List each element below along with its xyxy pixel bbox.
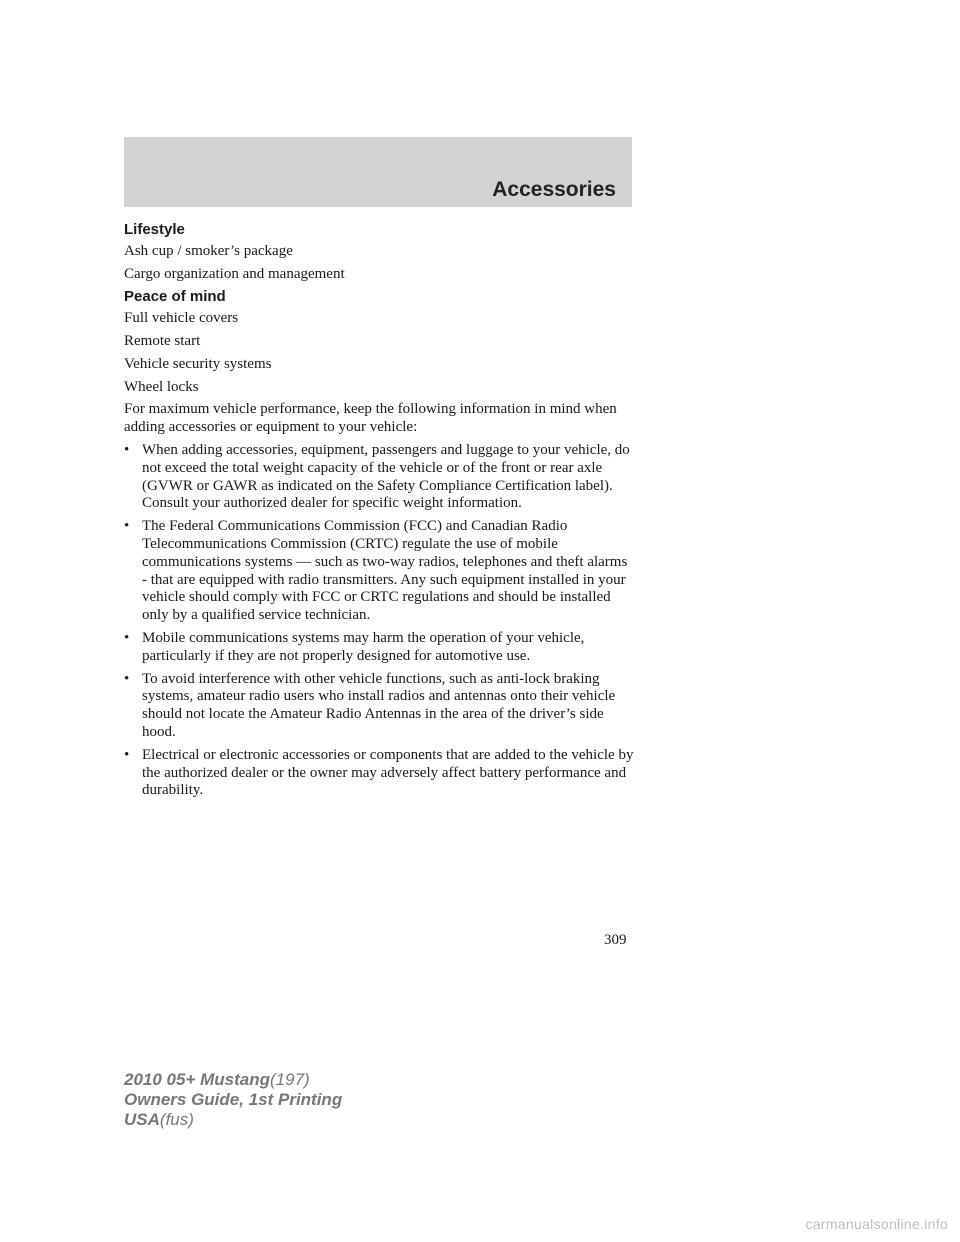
site-watermark: carmanualsonline.info xyxy=(805,1216,948,1232)
footer-model-code: (197) xyxy=(270,1070,310,1089)
list-item-text: When adding accessories, equipment, passengers and luggage to your vehicle, do not exceed the total weight capacity of the vehicle or of the front or rear axle (GVWR or GAWR as indicated on the Safety Compliance Certification label). Consult your authorized dealer for specific weight information. xyxy=(142,441,630,512)
peace-of-mind-heading: Peace of mind xyxy=(124,288,226,306)
list-item-text: Electrical or electronic accessories or components that are added to the vehicle by the authorized dealer or the owner may adversely affect battery performance and durability. xyxy=(142,746,634,799)
accessory-guidelines-list xyxy=(124,442,636,800)
list-item xyxy=(124,630,636,666)
page-number: 309 xyxy=(604,932,627,948)
section-header-band xyxy=(124,137,632,207)
print-footer xyxy=(124,1070,342,1130)
list-item-text: To avoid interference with other vehicle functions, such as anti-lock braking systems, amateur radio users who install radios and antennas onto their vehicle should not locate the Amateur Radio Antennas in the area of the driver’s side hood. xyxy=(142,670,616,740)
footer-market-code: (fus) xyxy=(159,1110,194,1129)
footer-line-model xyxy=(124,1070,342,1090)
peace-of-mind-item: Full vehicle covers xyxy=(124,310,239,327)
footer-model: 2010 05+ Mustang xyxy=(124,1070,270,1089)
list-item-text: Mobile communications systems may harm the operation of your vehicle, particularly if they are not properly designed for automotive use. xyxy=(142,629,585,664)
footer-market: USA xyxy=(124,1110,160,1129)
bullet-icon: • xyxy=(124,441,130,458)
lifestyle-heading: Lifestyle xyxy=(124,221,185,238)
list-item-text: The Federal Communications Commission (FCC) and Canadian Radio Telecommunications Commission (CRTC) regulate the use of mobile communications systems — such as two-way radios, telephones and theft alarms - that are equipped with radio transmitters. Any such equipment installed in your vehicle should comply with FCC or CRTC regulations and should be installed only by a qualified service technician. xyxy=(142,518,628,624)
list-item xyxy=(124,442,636,513)
list-item xyxy=(124,747,636,800)
bullet-icon: • xyxy=(124,629,130,646)
lifestyle-item: Cargo organization and management xyxy=(124,265,345,282)
footer-edition: Owners Guide, 1st Printing xyxy=(124,1090,343,1109)
section-title: Accessories xyxy=(492,178,616,201)
page-content xyxy=(124,221,636,805)
list-item xyxy=(124,518,636,625)
bullet-icon: • xyxy=(124,746,130,763)
peace-of-mind-item: Wheel locks xyxy=(124,378,199,395)
peace-of-mind-item: Remote start xyxy=(124,332,201,349)
bullet-icon: • xyxy=(124,518,130,535)
peace-of-mind-item: Vehicle security systems xyxy=(124,355,272,372)
lifestyle-item: Ash cup / smoker’s package xyxy=(124,242,293,259)
list-item xyxy=(124,671,636,742)
bullet-icon: • xyxy=(124,670,130,687)
footer-line-market xyxy=(124,1110,342,1130)
intro-paragraph: For maximum vehicle performance, keep the following information in mind when adding accessories or equipment to your vehicle: xyxy=(124,401,617,436)
footer-line-edition xyxy=(124,1090,342,1110)
